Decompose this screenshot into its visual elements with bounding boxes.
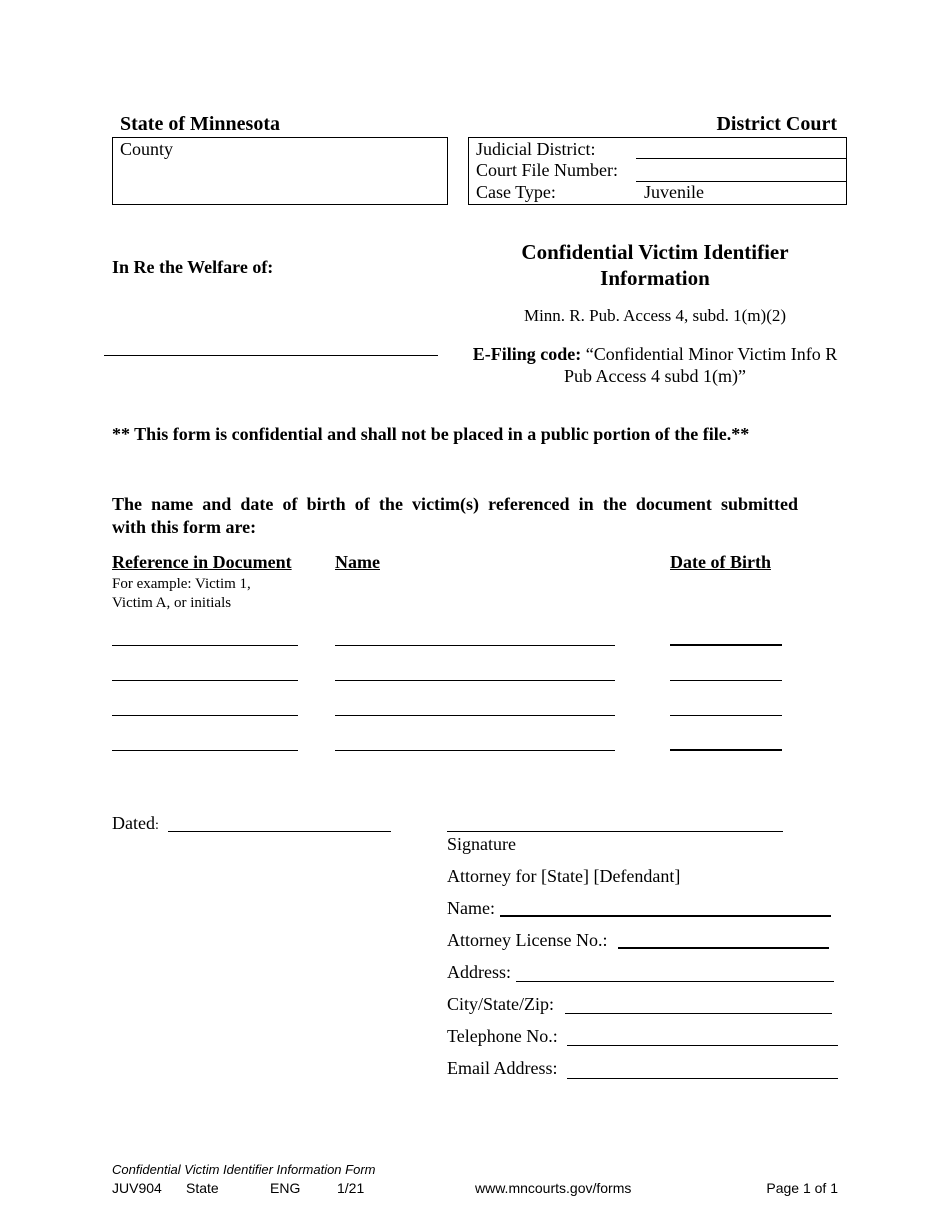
rule-citation: Minn. R. Pub. Access 4, subd. 1(m)(2) bbox=[523, 306, 787, 325]
in-re-label: In Re the Welfare of: bbox=[112, 257, 274, 277]
intro-line1: The name and date of birth of the victim(s) referenced in the document submitted bbox=[112, 494, 798, 514]
county-box[interactable] bbox=[112, 137, 448, 205]
efiling-label: E-Filing code: bbox=[472, 344, 582, 364]
col-dob-heading: Date of Birth bbox=[670, 552, 771, 572]
col-name-heading: Name bbox=[335, 552, 380, 572]
footer-revision: 1/21 bbox=[337, 1180, 365, 1196]
victim-1-dob-field[interactable] bbox=[670, 644, 782, 646]
victim-4-dob-field[interactable] bbox=[670, 749, 782, 751]
footer-page-number: Page 1 of 1 bbox=[766, 1180, 838, 1196]
col-reference-hint-line1: For example: Victim 1, bbox=[112, 576, 251, 592]
victim-2-dob-field[interactable] bbox=[670, 680, 782, 681]
victim-1-reference-field[interactable] bbox=[112, 645, 298, 646]
county-label: County bbox=[120, 139, 174, 159]
col-reference-heading: Reference in Document bbox=[112, 552, 292, 572]
address-field[interactable] bbox=[516, 981, 834, 982]
victim-3-name-field[interactable] bbox=[335, 715, 615, 716]
attorney-name-field[interactable] bbox=[500, 915, 831, 917]
telephone-label: Telephone No.: bbox=[447, 1026, 558, 1046]
footer-form-code: JUV904 bbox=[112, 1180, 162, 1196]
child-name-field[interactable] bbox=[104, 355, 438, 356]
victim-3-dob-field[interactable] bbox=[670, 715, 782, 716]
city-field[interactable] bbox=[565, 1013, 832, 1014]
footer-language: ENG bbox=[270, 1180, 301, 1196]
attorney-for-label: Attorney for [State] [Defendant] bbox=[447, 866, 681, 886]
license-label: Attorney License No.: bbox=[447, 930, 608, 950]
efiling-code bbox=[458, 343, 852, 387]
address-label: Address: bbox=[447, 962, 511, 982]
col-reference-hint bbox=[112, 575, 251, 613]
form-title-line2: Information bbox=[600, 266, 710, 290]
email-field[interactable] bbox=[567, 1078, 838, 1079]
dated-label: Dated bbox=[112, 813, 155, 833]
efiling-value-line2: Pub Access 4 subd 1(m)” bbox=[564, 366, 746, 386]
license-field[interactable] bbox=[618, 947, 829, 949]
victim-1-name-field[interactable] bbox=[335, 645, 615, 646]
footer-form-type: State bbox=[186, 1180, 219, 1196]
state-heading: State of Minnesota bbox=[120, 113, 280, 135]
intro-paragraph bbox=[112, 493, 798, 539]
dated-field[interactable] bbox=[168, 831, 391, 832]
court-file-number-label: Court File Number: bbox=[476, 160, 618, 180]
case-info-box bbox=[468, 137, 847, 205]
victim-4-reference-field[interactable] bbox=[112, 750, 298, 751]
victim-4-name-field[interactable] bbox=[335, 750, 615, 751]
case-type-value: Juvenile bbox=[644, 182, 704, 202]
col-reference-hint-line2: Victim A, or initials bbox=[112, 595, 232, 611]
name-label: Name: bbox=[447, 898, 495, 918]
form-title-line1: Confidential Victim Identifier bbox=[521, 240, 789, 264]
signature-label: Signature bbox=[447, 834, 516, 854]
victim-2-reference-field[interactable] bbox=[112, 680, 298, 681]
confidential-notice: ** This form is confidential and shall not be placed in a public portion of the file.** bbox=[112, 424, 750, 444]
footer-form-title: Confidential Victim Identifier Information Form bbox=[112, 1162, 376, 1177]
victim-2-name-field[interactable] bbox=[335, 680, 615, 681]
signature-field[interactable] bbox=[447, 831, 783, 832]
case-type-label: Case Type: bbox=[476, 182, 556, 202]
efiling-value-line1: “Confidential Minor Victim Info R bbox=[585, 344, 838, 364]
city-label: City/State/Zip: bbox=[447, 994, 554, 1014]
court-heading: District Court bbox=[716, 113, 837, 135]
form-title bbox=[462, 239, 848, 291]
victim-3-reference-field[interactable] bbox=[112, 715, 298, 716]
dated-row: Dated: bbox=[112, 813, 159, 833]
footer-url[interactable]: www.mncourts.gov/forms bbox=[475, 1180, 632, 1196]
judicial-district-field[interactable] bbox=[636, 158, 846, 159]
intro-line2: with this form are: bbox=[112, 517, 257, 537]
email-label: Email Address: bbox=[447, 1058, 558, 1078]
telephone-field[interactable] bbox=[567, 1045, 838, 1046]
judicial-district-label: Judicial District: bbox=[476, 139, 596, 159]
